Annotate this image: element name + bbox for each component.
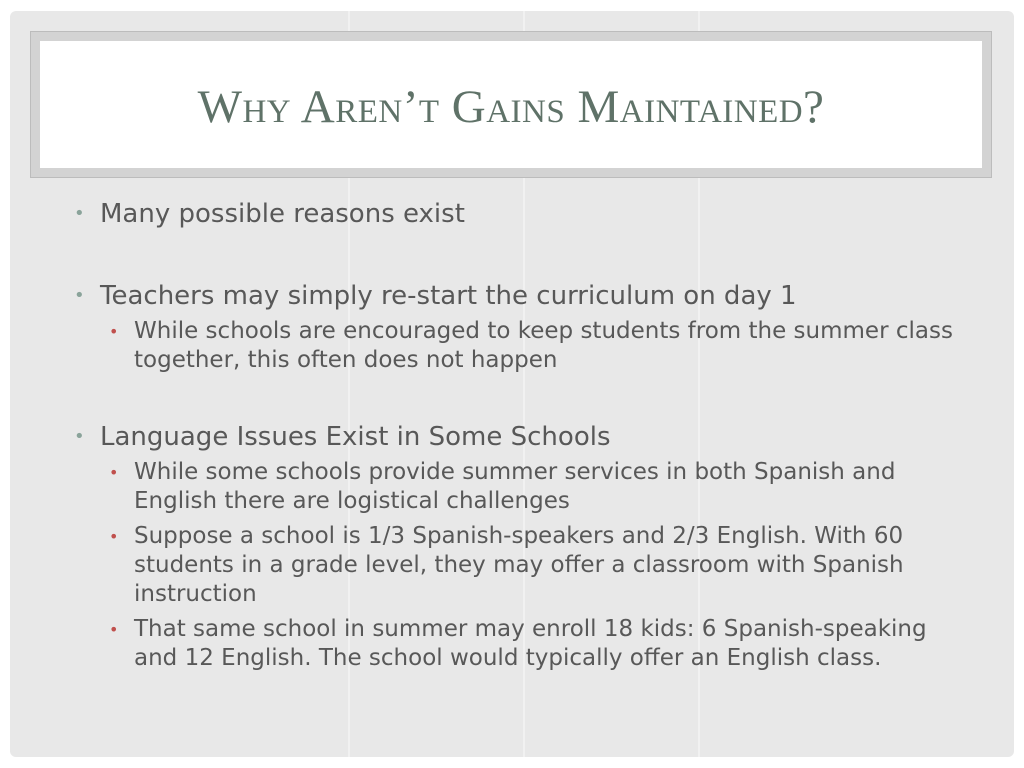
sub-bullet-item (68, 317, 968, 375)
sub-bullet-text: That same school in summer may enroll 18 kids: 6 Spanish-speaking and 12 English. The school would typically offer an English class. (134, 616, 927, 671)
bullet-icon: • (74, 203, 85, 224)
sub-bullet-icon: • (109, 620, 119, 639)
bullet-item (68, 198, 968, 230)
sub-bullet-item (68, 458, 968, 516)
bullet-list (68, 198, 968, 673)
sub-bullet-text: While schools are encouraged to keep students from the summer class together, this often does not happen (134, 318, 953, 373)
sub-bullet-icon: • (109, 322, 119, 341)
sub-bullet-item (68, 615, 968, 673)
sub-bullet-icon: • (109, 527, 119, 546)
bullet-text: Many possible reasons exist (100, 199, 465, 229)
bullet-text: Language Issues Exist in Some Schools (100, 422, 611, 452)
bullet-icon: • (74, 426, 85, 447)
sub-bullet-item (68, 522, 968, 609)
bullet-item (68, 280, 968, 312)
title-frame (30, 31, 992, 178)
title-box (40, 41, 982, 168)
slide (10, 11, 1014, 757)
sub-bullet-text: While some schools provide summer services in both Spanish and English there are logistical challenges (134, 459, 896, 514)
bullet-text: Teachers may simply re-start the curriculum on day 1 (100, 281, 797, 311)
sub-bullet-text: Suppose a school is 1/3 Spanish-speakers and 2/3 English. With 60 students in a grade level, they may offer a classroom with Spanish instruction (134, 523, 904, 607)
slide-title: Why Aren’t Gains Maintained? (197, 80, 825, 133)
bullet-icon: • (74, 285, 85, 306)
sub-bullet-icon: • (109, 463, 119, 482)
bullet-item (68, 421, 968, 453)
